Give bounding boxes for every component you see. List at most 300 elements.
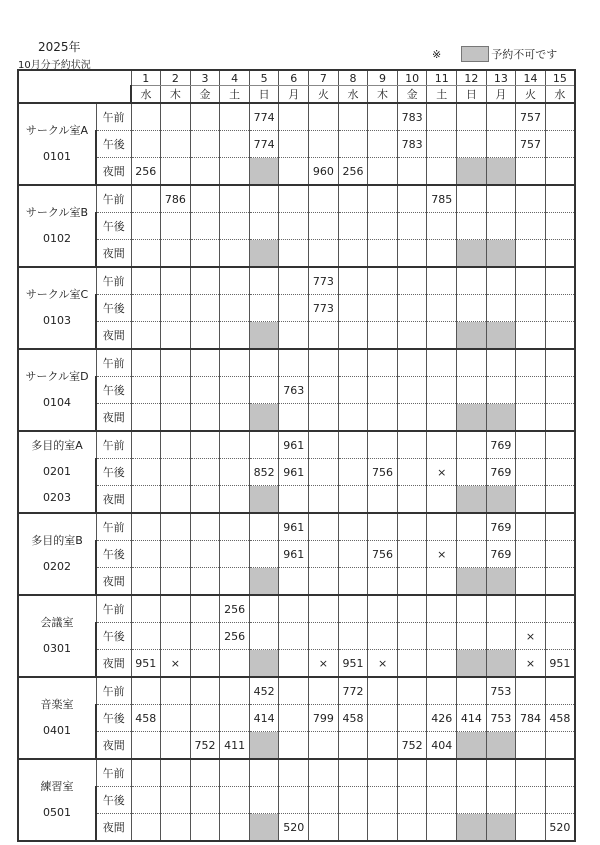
slot-label: 夜間 [96, 814, 131, 842]
reservation-cell [279, 131, 309, 158]
reservation-cell [309, 513, 339, 541]
reservation-cell [338, 103, 368, 131]
reservation-cell [516, 541, 546, 568]
reservation-cell [486, 404, 516, 432]
room-name: 音楽室 [40, 698, 74, 711]
reservation-cell [486, 377, 516, 404]
reservation-cell: 773 [309, 295, 339, 322]
reservation-cell [368, 349, 398, 377]
reservation-cell [427, 486, 457, 514]
slot-row [18, 295, 575, 322]
room-name: 練習室 [40, 780, 74, 793]
reservation-cell [427, 267, 457, 295]
day-number: 10 [397, 70, 427, 86]
room-code: 0103 [43, 314, 71, 327]
reservation-cell: 951 [338, 650, 368, 678]
reservation-cell [161, 377, 191, 404]
reservation-cell [457, 295, 487, 322]
slot-label: 夜間 [96, 158, 131, 186]
reservation-cell [161, 677, 191, 705]
reservation-cell [131, 322, 161, 350]
reservation-cell [427, 240, 457, 268]
reservation-cell [457, 459, 487, 486]
reservation-cell [338, 322, 368, 350]
reservation-cell [131, 568, 161, 596]
reservation-cell [545, 513, 575, 541]
reservation-cell [249, 568, 279, 596]
reservation-cell [279, 623, 309, 650]
reservation-cell [249, 513, 279, 541]
weekday: 金 [397, 86, 427, 104]
reservation-table [17, 69, 576, 842]
reservation-cell [397, 568, 427, 596]
reservation-cell [190, 513, 220, 541]
reservation-cell: 783 [397, 131, 427, 158]
reservation-cell: 256 [131, 158, 161, 186]
reservation-cell [397, 705, 427, 732]
reservation-cell [161, 732, 191, 760]
reservation-cell: 757 [516, 131, 546, 158]
reservation-cell: 961 [279, 459, 309, 486]
reservation-cell [338, 759, 368, 787]
reservation-cell [161, 131, 191, 158]
reservation-cell [131, 787, 161, 814]
reservation-cell [397, 677, 427, 705]
reservation-cell [190, 541, 220, 568]
slot-label: 午後 [96, 295, 131, 322]
reservation-cell [279, 759, 309, 787]
reservation-cell [249, 213, 279, 240]
reservation-cell [368, 814, 398, 842]
reservation-cell: 757 [516, 103, 546, 131]
slot-row [18, 349, 575, 377]
room-code: 0104 [43, 396, 71, 409]
reservation-cell [131, 677, 161, 705]
reservation-cell [457, 759, 487, 787]
slot-label: 夜間 [96, 650, 131, 678]
slot-label: 午後 [96, 213, 131, 240]
reservation-cell [309, 377, 339, 404]
reservation-cell [249, 295, 279, 322]
reservation-cell: 774 [249, 103, 279, 131]
reservation-cell [516, 158, 546, 186]
slot-row [18, 431, 575, 459]
reservation-cell [190, 814, 220, 842]
reservation-cell [368, 267, 398, 295]
day-number: 13 [486, 70, 516, 86]
slot-row [18, 158, 575, 186]
reservation-cell: 256 [220, 595, 250, 623]
reservation-cell [486, 650, 516, 678]
reservation-cell [131, 240, 161, 268]
slot-row [18, 814, 575, 842]
reservation-cell [220, 650, 250, 678]
room-code: 0301 [43, 642, 71, 655]
slot-label: 午前 [96, 103, 131, 131]
reservation-cell: 961 [279, 513, 309, 541]
reservation-cell [486, 240, 516, 268]
reservation-cell [457, 513, 487, 541]
reservation-cell [131, 213, 161, 240]
reservation-cell [338, 431, 368, 459]
reservation-cell [545, 158, 575, 186]
reservation-cell [249, 595, 279, 623]
reservation-cell [279, 158, 309, 186]
reservation-cell [309, 541, 339, 568]
reservation-cell [220, 541, 250, 568]
reservation-cell: 520 [279, 814, 309, 842]
reservation-cell [190, 158, 220, 186]
reservation-cell: 756 [368, 459, 398, 486]
reservation-cell: 783 [397, 103, 427, 131]
reservation-cell [279, 103, 309, 131]
reservation-cell [486, 158, 516, 186]
reservation-cell [131, 759, 161, 787]
reservation-cell [220, 759, 250, 787]
weekday: 木 [368, 86, 398, 104]
slot-row [18, 240, 575, 268]
reservation-cell: 458 [131, 705, 161, 732]
reservation-cell [486, 103, 516, 131]
reservation-cell: 458 [545, 705, 575, 732]
reservation-cell [131, 732, 161, 760]
reservation-cell [131, 131, 161, 158]
reservation-cell [486, 568, 516, 596]
reservation-cell [427, 595, 457, 623]
reservation-cell [309, 185, 339, 213]
reservation-cell: 752 [190, 732, 220, 760]
slot-label: 午後 [96, 131, 131, 158]
reservation-cell: 951 [545, 650, 575, 678]
reservation-cell [427, 787, 457, 814]
reservation-cell [249, 377, 279, 404]
reservation-cell [368, 486, 398, 514]
reservation-cell [220, 322, 250, 350]
reservation-cell [545, 185, 575, 213]
reservation-cell: 753 [486, 705, 516, 732]
reservation-cell [279, 650, 309, 678]
reservation-cell: 769 [486, 431, 516, 459]
weekday: 金 [190, 86, 220, 104]
reservation-cell [516, 595, 546, 623]
day-number: 8 [338, 70, 368, 86]
reservation-cell [516, 295, 546, 322]
reservation-cell [220, 513, 250, 541]
reservation-cell: 769 [486, 541, 516, 568]
reservation-cell [457, 213, 487, 240]
reservation-cell: 411 [220, 732, 250, 760]
reservation-cell [190, 787, 220, 814]
reservation-cell [190, 431, 220, 459]
reservation-cell [161, 541, 191, 568]
slot-label: 午後 [96, 541, 131, 568]
reservation-cell [309, 568, 339, 596]
slot-label: 夜間 [96, 732, 131, 760]
reservation-cell [309, 595, 339, 623]
reservation-cell [486, 267, 516, 295]
reservation-cell [309, 732, 339, 760]
reservation-cell [457, 131, 487, 158]
reservation-cell [368, 103, 398, 131]
legend-swatch [461, 46, 489, 62]
reservation-cell [338, 459, 368, 486]
reservation-cell [220, 404, 250, 432]
slot-label: 夜間 [96, 240, 131, 268]
reservation-cell [486, 814, 516, 842]
reservation-cell [279, 322, 309, 350]
reservation-cell [161, 568, 191, 596]
reservation-cell [131, 486, 161, 514]
reservation-cell [131, 513, 161, 541]
slot-row [18, 131, 575, 158]
room-cell [18, 431, 96, 513]
slot-row [18, 103, 575, 131]
reservation-cell [220, 103, 250, 131]
reservation-cell [220, 431, 250, 459]
slot-row [18, 213, 575, 240]
reservation-cell [131, 295, 161, 322]
slot-label: 午後 [96, 623, 131, 650]
reservation-cell [220, 267, 250, 295]
weekday: 火 [309, 86, 339, 104]
slot-row [18, 650, 575, 678]
reservation-cell [427, 213, 457, 240]
reservation-cell [545, 595, 575, 623]
reservation-cell [516, 240, 546, 268]
room-name: サークル室B [25, 206, 89, 219]
reservation-cell [545, 623, 575, 650]
reservation-cell [338, 568, 368, 596]
reservation-cell [131, 595, 161, 623]
reservation-cell [161, 267, 191, 295]
reservation-cell [220, 158, 250, 186]
slot-label: 午前 [96, 431, 131, 459]
reservation-cell [161, 158, 191, 186]
weekday: 日 [249, 86, 279, 104]
reservation-cell [279, 240, 309, 268]
reservation-cell [457, 349, 487, 377]
reservation-cell [279, 295, 309, 322]
weekday: 水 [545, 86, 575, 104]
reservation-cell [516, 377, 546, 404]
slot-label: 午前 [96, 677, 131, 705]
reservation-cell [397, 349, 427, 377]
reservation-cell [279, 787, 309, 814]
reservation-cell [516, 431, 546, 459]
reservation-cell [338, 513, 368, 541]
room-cell [18, 513, 96, 595]
reservation-cell [457, 322, 487, 350]
room-cell [18, 103, 96, 185]
slot-row [18, 787, 575, 814]
reservation-cell: × [427, 541, 457, 568]
reservation-cell [397, 541, 427, 568]
reservation-cell: 799 [309, 705, 339, 732]
reservation-cell [486, 732, 516, 760]
reservation-cell [486, 322, 516, 350]
slot-label: 午後 [96, 459, 131, 486]
reservation-cell [338, 240, 368, 268]
reservation-cell [131, 349, 161, 377]
reservation-cell [190, 650, 220, 678]
reservation-cell [338, 349, 368, 377]
reservation-cell: 961 [279, 541, 309, 568]
reservation-cell [457, 595, 487, 623]
reservation-cell [516, 322, 546, 350]
reservation-cell [220, 240, 250, 268]
reservation-cell [220, 185, 250, 213]
slot-label: 午前 [96, 267, 131, 295]
reservation-cell: × [161, 650, 191, 678]
reservation-cell: 414 [457, 705, 487, 732]
reservation-cell [545, 677, 575, 705]
reservation-cell [338, 267, 368, 295]
reservation-cell [486, 185, 516, 213]
reservation-cell [338, 213, 368, 240]
reservation-cell [397, 513, 427, 541]
reservation-cell [131, 814, 161, 842]
reservation-cell [190, 404, 220, 432]
reservation-cell [279, 213, 309, 240]
reservation-cell [190, 459, 220, 486]
reservation-cell [457, 103, 487, 131]
reservation-cell [220, 814, 250, 842]
slot-label: 夜間 [96, 568, 131, 596]
reservation-cell [220, 213, 250, 240]
reservation-cell [131, 185, 161, 213]
day-number: 12 [457, 70, 487, 86]
reservation-cell [397, 787, 427, 814]
reservation-cell [220, 568, 250, 596]
reservation-cell [457, 541, 487, 568]
weekday: 日 [457, 86, 487, 104]
reservation-cell [190, 103, 220, 131]
reservation-cell [545, 213, 575, 240]
slot-label: 午前 [96, 595, 131, 623]
slot-label: 夜間 [96, 404, 131, 432]
reservation-cell: 404 [427, 732, 457, 760]
reservation-cell [338, 404, 368, 432]
reservation-cell [516, 814, 546, 842]
slot-row [18, 677, 575, 705]
reservation-cell [427, 759, 457, 787]
reservation-cell [545, 349, 575, 377]
reservation-cell [338, 377, 368, 404]
reservation-cell [516, 404, 546, 432]
reservation-cell [545, 322, 575, 350]
slot-label: 夜間 [96, 486, 131, 514]
reservation-cell [486, 213, 516, 240]
slot-row [18, 267, 575, 295]
reservation-cell: × [516, 623, 546, 650]
day-number: 3 [190, 70, 220, 86]
reservation-cell [545, 541, 575, 568]
reservation-cell: 256 [220, 623, 250, 650]
reservation-cell [279, 705, 309, 732]
reservation-cell [161, 759, 191, 787]
reservation-cell [368, 431, 398, 459]
reservation-cell [338, 814, 368, 842]
slot-row [18, 705, 575, 732]
reservation-cell [457, 240, 487, 268]
reservation-cell [190, 377, 220, 404]
reservation-cell [338, 623, 368, 650]
reservation-cell [427, 322, 457, 350]
reservation-cell [516, 759, 546, 787]
reservation-cell [161, 459, 191, 486]
reservation-cell: 784 [516, 705, 546, 732]
reservation-cell [397, 267, 427, 295]
reservation-cell [131, 377, 161, 404]
reservation-cell: × [516, 650, 546, 678]
reservation-cell [427, 131, 457, 158]
reservation-cell: 785 [427, 185, 457, 213]
header-days-row [18, 70, 575, 86]
reservation-cell [249, 759, 279, 787]
reservation-cell [161, 322, 191, 350]
reservation-cell [457, 568, 487, 596]
reservation-cell [368, 158, 398, 186]
reservation-cell [131, 459, 161, 486]
weekday: 月 [279, 86, 309, 104]
reservation-cell [457, 650, 487, 678]
reservation-cell [486, 595, 516, 623]
day-number: 7 [309, 70, 339, 86]
reservation-cell [338, 185, 368, 213]
reservation-cell [516, 486, 546, 514]
weekday: 月 [486, 86, 516, 104]
reservation-cell [368, 240, 398, 268]
reservation-cell [279, 486, 309, 514]
reservation-cell [516, 677, 546, 705]
room-name: サークル室A [25, 124, 89, 137]
reservation-cell [486, 787, 516, 814]
reservation-cell [427, 404, 457, 432]
reservation-cell [190, 240, 220, 268]
slot-row [18, 404, 575, 432]
reservation-cell [457, 677, 487, 705]
reservation-cell [397, 486, 427, 514]
slot-row [18, 759, 575, 787]
reservation-cell [545, 732, 575, 760]
reservation-cell [249, 486, 279, 514]
reservation-cell [309, 431, 339, 459]
reservation-cell [457, 185, 487, 213]
room-name: サークル室D [25, 370, 89, 383]
reservation-cell [397, 240, 427, 268]
reservation-cell [368, 404, 398, 432]
reservation-cell [338, 595, 368, 623]
reservation-cell [161, 240, 191, 268]
reservation-cell [516, 349, 546, 377]
reservation-cell [249, 623, 279, 650]
reservation-cell: 752 [397, 732, 427, 760]
reservation-cell [249, 814, 279, 842]
reservation-cell [279, 404, 309, 432]
reservation-cell: × [368, 650, 398, 678]
reservation-cell [368, 513, 398, 541]
reservation-cell [545, 103, 575, 131]
reservation-cell [249, 267, 279, 295]
day-number: 4 [220, 70, 250, 86]
reservation-cell [427, 377, 457, 404]
reservation-cell [131, 541, 161, 568]
reservation-cell [249, 787, 279, 814]
reservation-cell [368, 677, 398, 705]
reservation-cell: 769 [486, 513, 516, 541]
reservation-cell [309, 349, 339, 377]
reservation-cell: 786 [161, 185, 191, 213]
